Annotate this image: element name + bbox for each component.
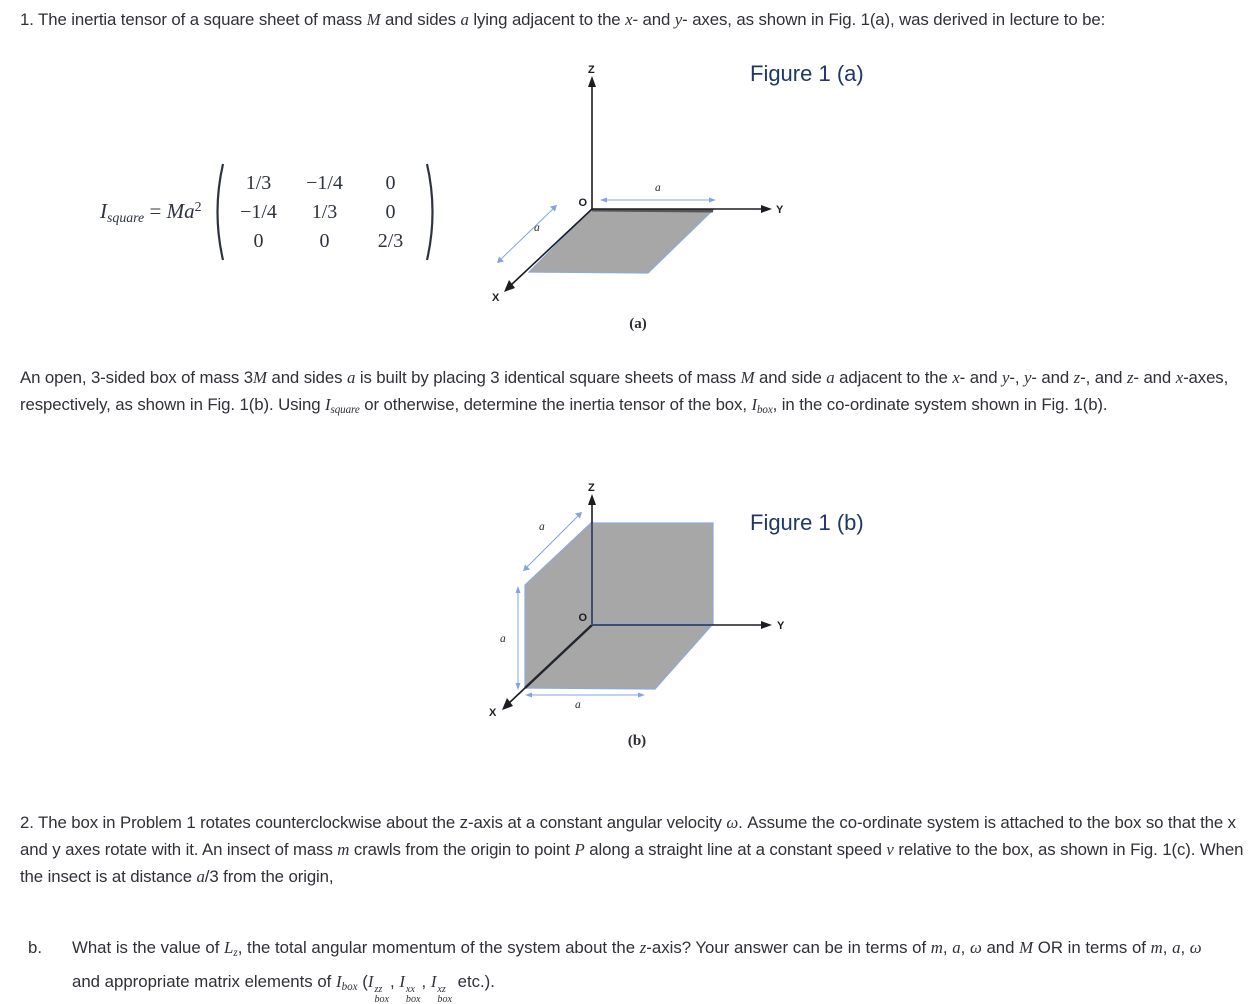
figure-a-title: Figure 1 (a) (750, 61, 864, 86)
matrix-cell: 1/3 (311, 200, 338, 223)
dim-arrow-icon (516, 586, 521, 593)
figure-a-caption: (a) (629, 316, 647, 332)
figure-b (455, 478, 925, 775)
x-axis (508, 688, 525, 704)
matrix-cell: 0 (319, 229, 330, 252)
y-axis-label: Y (777, 620, 785, 632)
origin-label: O (578, 612, 587, 624)
z-axis-arrow-icon (588, 494, 596, 505)
part-b (28, 934, 1208, 1004)
part-b-marker: b. (28, 938, 42, 957)
dim-arrow-icon (638, 693, 645, 698)
problem1-body-paragraph: An open, 3-sided box of mass 3M and sides a is built by placing 3 identical square sheets of mass M and side a adjacent to the x- and y-, y- and z-, and z- and x-axes, respectively, as shown in Fig. 1(b). Using Isquare or otherwise, determine the inertia tensor of the box, Ibox, in the co-ordinate system shown in Fig. 1(b). (20, 368, 1229, 417)
matrix-paren-left (210, 161, 226, 263)
dim-label-a: a (534, 222, 540, 234)
xy-sheet (529, 209, 713, 273)
matrix-cell: 1/3 (245, 171, 272, 194)
inertia-tensor-equation (100, 158, 440, 266)
equation-lhs: Isquare = $Ma^2$ (100, 198, 202, 225)
dim-arrow-icon (600, 198, 607, 203)
problem1-intro-paragraph: 1. The inertia tensor of a square sheet of mass M and sides a lying adjacent to the x- and y- axes, as shown in Fig. 1(a), was derived in lecture to be: (20, 10, 1106, 29)
x-axis-label: X (492, 292, 500, 304)
sheet-top-edge (592, 210, 713, 211)
x-axis-label: X (489, 707, 497, 719)
matrix-cell: −1/4 (240, 200, 277, 223)
matrix-cell: 0 (385, 200, 396, 223)
figure-b-title: Figure 1 (b) (750, 510, 864, 535)
dim-arrow-icon (525, 693, 532, 698)
figure-a (488, 60, 892, 345)
figure-a-diagram (488, 60, 892, 340)
y-axis-arrow-icon (761, 205, 772, 213)
z-axis-label: Z (588, 482, 595, 494)
yz-sheet (592, 523, 713, 624)
dim-label-a: a (539, 521, 545, 533)
y-axis-label: Y (776, 204, 784, 216)
dim-label-a: a (655, 182, 661, 194)
figure-b-caption: (b) (627, 733, 647, 749)
z-axis-label: Z (588, 64, 595, 76)
y-axis-arrow-icon (761, 621, 772, 629)
figure-b-diagram (455, 478, 925, 770)
problem2-paragraph: 2. The box in Problem 1 rotates counterclockwise about the z-axis at a constant angular velocity ω. Assume the co-ordinate system is attached to the box so that the x and y axes rotate with it. An insect of mass m crawls from the origin to point P along a straight line at a constant speed v relative to the box, as shown in Fig. 1(c). When the insect is at distance a/3 from the origin, (20, 813, 1244, 886)
dim-arrow-icon (709, 198, 716, 203)
matrix-paren-right (424, 161, 440, 263)
matrix-cell: −1/4 (306, 171, 343, 194)
dim-label-a: a (500, 633, 506, 645)
dim-label-a: a (575, 699, 581, 711)
matrix-cell: 0 (385, 171, 396, 194)
dim-arrow-icon (516, 683, 521, 690)
z-axis-arrow-icon (588, 76, 596, 87)
matrix-cell: 0 (253, 229, 264, 252)
inertia-matrix (226, 169, 424, 256)
matrix-cell: 2/3 (377, 229, 404, 252)
origin-label: O (578, 197, 587, 209)
part-b-text: What is the value of Lz, the total angular momentum of the system about the z-axis? Your answer can be in terms of m, a, ω and M OR in terms of m, a, ω and appropriate matrix elements of Ibox (I zz box , I xx box , I xz box etc.). (72, 938, 1202, 1004)
